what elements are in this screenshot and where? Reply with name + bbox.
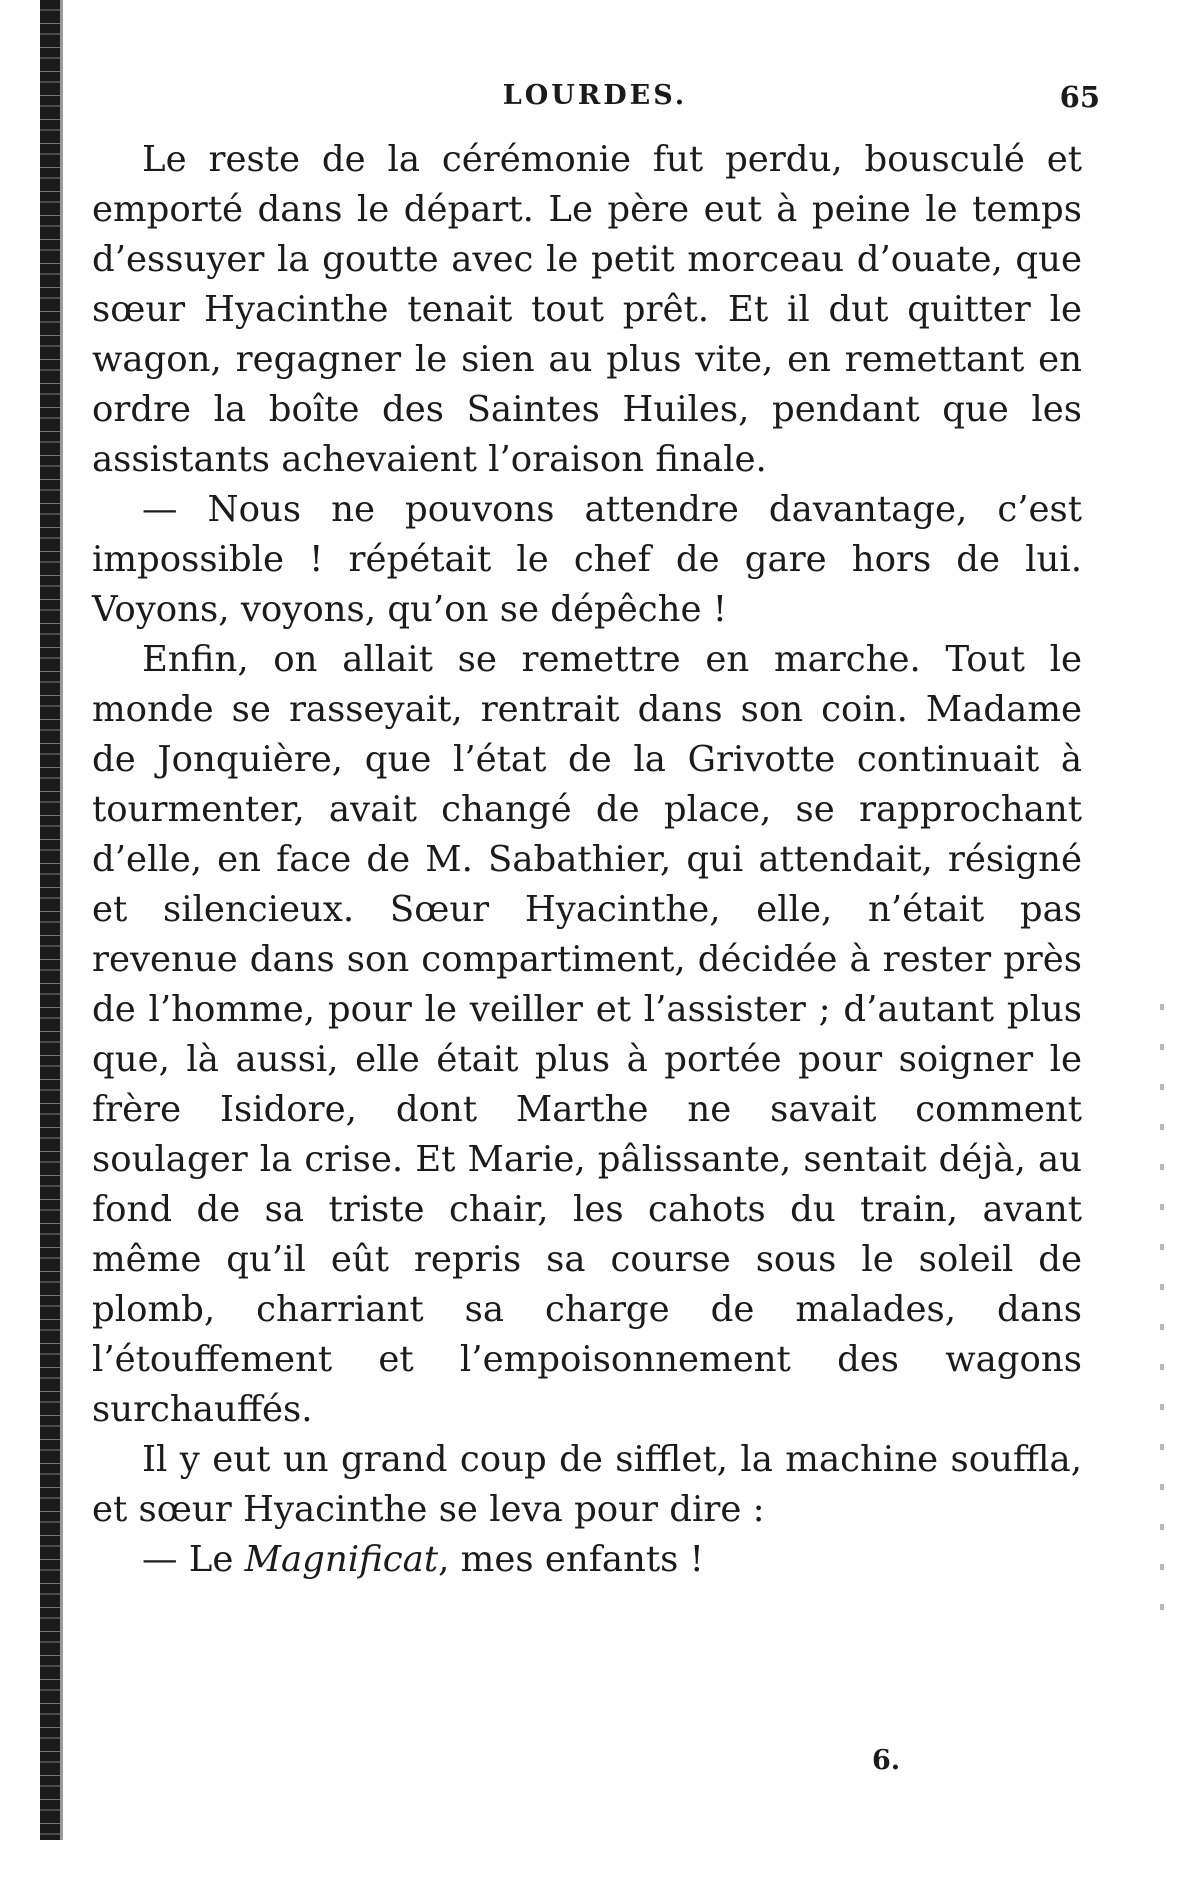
running-head: LOURDES. [502,80,688,111]
closing-line-suffix: , mes enfants ! [438,1539,704,1580]
page-header [90,80,1100,120]
binding-edge [40,0,60,1840]
paragraph: Le reste de la cérémonie fut perdu, bousculé et emporté dans le départ. Le père eut à peine le temps d’essuyer la goutte avec le petit morceau d’ouate, que sœur Hyacinthe tenait tout prêt. Et il dut quitter le wagon, regagner le sien au plus vite, en remettant en ordre la boîte des Saintes Huiles, pendant que les assistants achevaient l’oraison finale. [92,139,1082,480]
signature-mark: 6. [872,1745,901,1776]
closing-line [92,1535,1082,1585]
page-number: 65 [1059,80,1100,114]
paragraph: Enfin, on allait se remettre en marche. Tout le monde se rasseyait, rentrait dans son coin. Madame de Jonquière, que l’état de la Grivotte continuait à tourmenter, avait changé de place, se rapprochant d’elle, en face de M. Sabathier, qui attendait, résigné et silencieux. Sœur Hyacinthe, elle, n’était pas revenue dans son compartiment, décidée à rester près de l’homme, pour le veiller et l’assister ; d’autant plus que, là aussi, elle était plus à portée pour soigner le frère Isidore, dont Marthe ne savait comment soulager la crise. Et Marie, pâlissante, sentait déjà, au fond de sa triste chair, les cahots du train, avant même qu’il eût repris sa course sous le soleil de plomb, charriant sa charge de malades, dans l’étouffement et l’empoisonnement des wagons surchauffés. [92,639,1082,1430]
margin-marks [1160,970,1164,1640]
paragraph: — Nous ne pouvons attendre davantage, c’est impossible ! répétait le chef de gare hors de lui. Voyons, voyons, qu’on se dépêche ! [92,489,1082,630]
paragraph: Il y eut un grand coup de sifflet, la machine souffla, et sœur Hyacinthe se leva pour dire : [92,1439,1082,1530]
body-text [92,135,1082,1585]
magnificat-emphasis: Magnificat [244,1539,439,1580]
closing-line-prefix: — Le [142,1539,245,1580]
